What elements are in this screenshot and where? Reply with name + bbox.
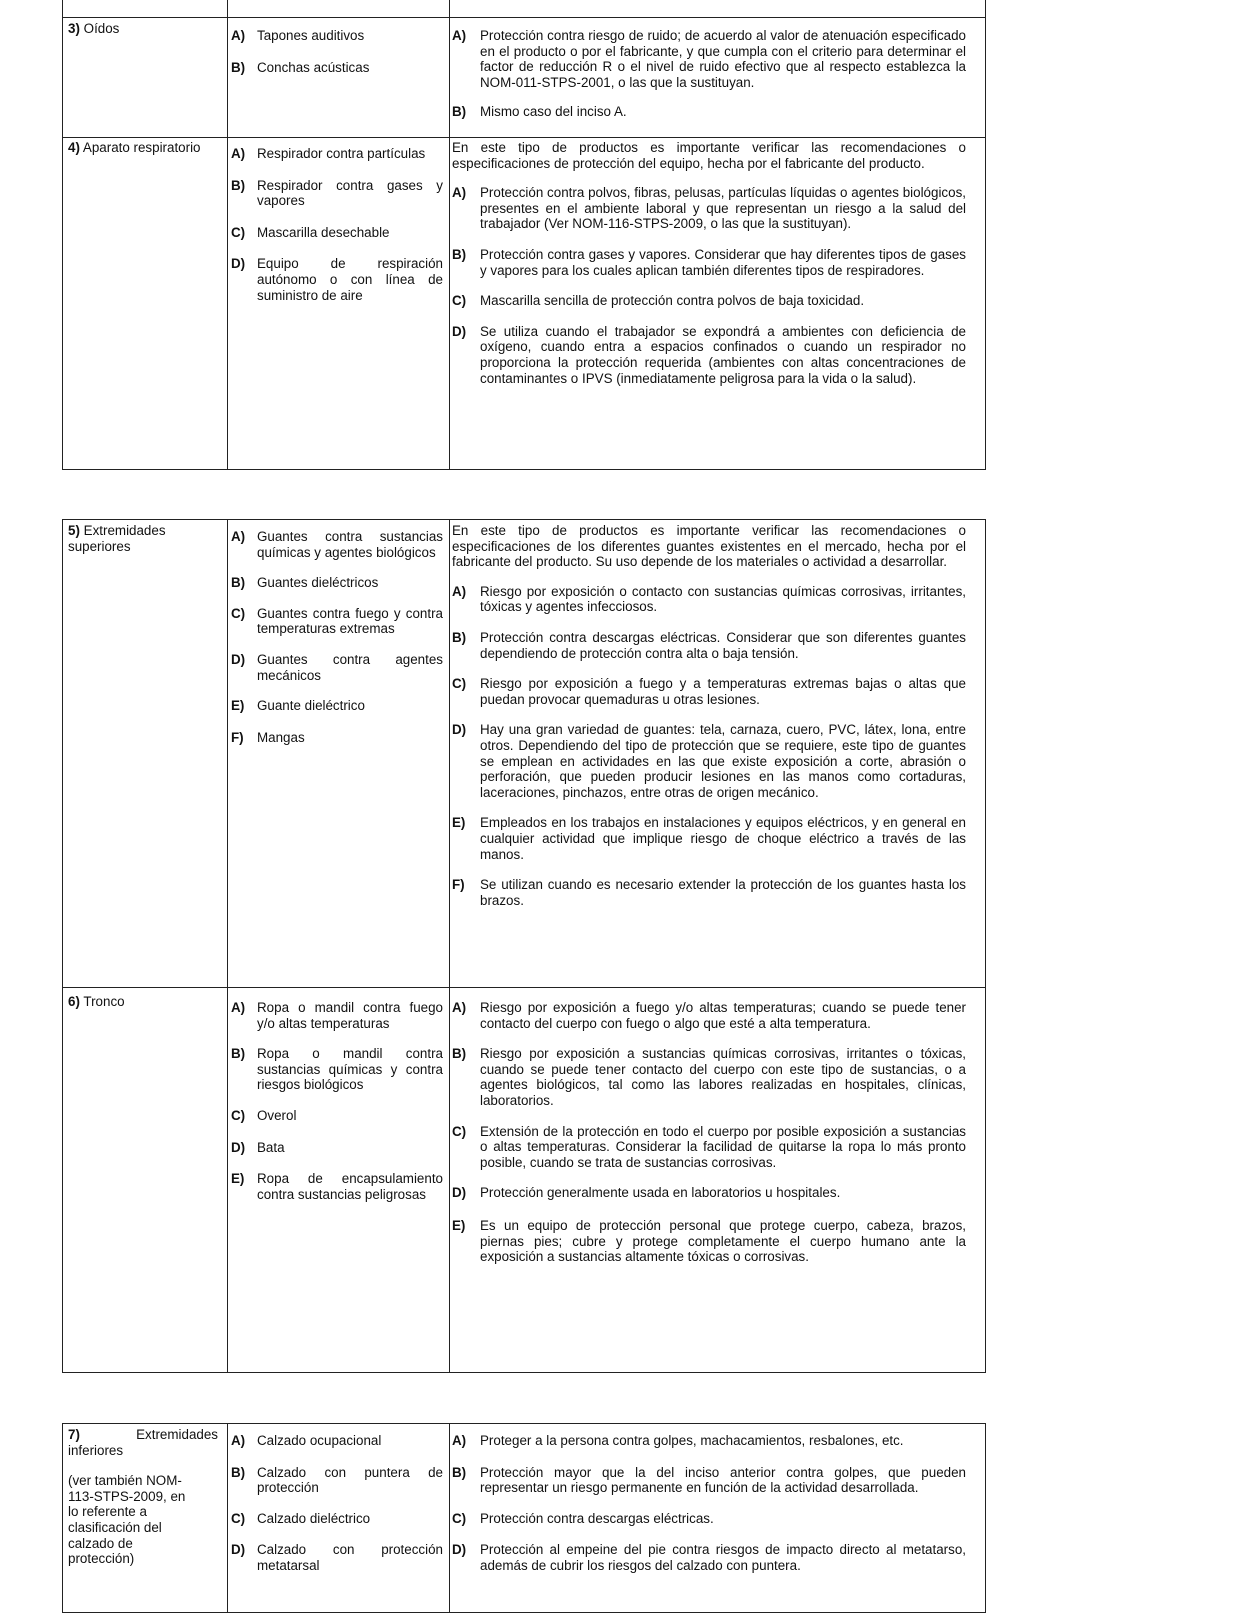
- item-letter: A): [452, 185, 467, 201]
- list-item: A) Protección contra polvos, fibras, pelusas, partículas líquidas o agentes biológicos, presentes en el ambiente laboral y que representan un riesgo a la salud del trabajador (Ver NOM-116-STPS-2009, o las que la sustituyan).: [452, 185, 966, 232]
- category-cell: 6) Tronco: [68, 994, 125, 1009]
- item-letter: D): [231, 651, 246, 667]
- list-item: D) Equipo de respiración autónomo o con línea de suministro de aire: [231, 256, 443, 303]
- item-letter: D): [452, 1185, 467, 1201]
- list-item: A) Respirador contra partículas: [231, 146, 426, 161]
- item-letter: A): [231, 28, 246, 43]
- list-item: A) Protección contra riesgo de ruido; de acuerdo al valor de atenuación especificado en el producto o por el fabricante, y que cumpla con el criterio para determinar el factor de reducción R o el nivel de ruido efectivo que al respecto establezca la NOM-011-STPS-2001, o las que la sustituyan.: [452, 28, 966, 90]
- item-letter: A): [452, 1000, 467, 1015]
- item-letter: E): [231, 698, 245, 714]
- item-letter: B): [452, 246, 467, 262]
- list-item: B) Mismo caso del inciso A.: [452, 104, 627, 120]
- list-item: B) Calzado con puntera de protección: [231, 1464, 443, 1496]
- item-letter: C): [231, 224, 246, 240]
- item-letter: A): [452, 1433, 467, 1448]
- list-item: A) Tapones auditivos: [231, 28, 365, 43]
- item-letter: A): [231, 1000, 246, 1015]
- item-letter: A): [452, 28, 467, 43]
- list-item: B) Guantes dieléctricos: [231, 575, 379, 591]
- list-item: D) Hay una gran variedad de guantes: tela, carnaza, cuero, PVC, látex, lona, entre otros. Dependiendo del tipo de protección que se requiere, este tipo de guantes se emplean en actividades en las que existe exposición a corte, abrasión o perforación, que pueden producir lesiones en las manos como cortaduras, laceraciones, pinchazos, entre otras de origen mecánico.: [452, 722, 966, 800]
- equipment-cell: [231, 1433, 443, 1574]
- list-item: D) Bata: [231, 1139, 285, 1155]
- list-item: B) Protección contra gases y vapores. Considerar que hay diferentes tipos de gases y vapores para los cuales aplican también diferentes tipos de respiradores.: [452, 246, 966, 278]
- item-letter: E): [452, 1217, 466, 1233]
- list-item: D) Calzado con protección metatarsal: [231, 1542, 443, 1573]
- item-letter: B): [452, 104, 467, 120]
- list-item: A) Ropa o mandil contra fuego y/o altas temperaturas: [231, 1000, 443, 1031]
- equipment-cell: [231, 529, 443, 745]
- item-letter: B): [452, 1046, 467, 1062]
- item-letter: B): [452, 1464, 467, 1480]
- intro-text: En este tipo de productos es importante verificar las recomendaciones o especificaciones de los diferentes guantes existentes en el mercado, hecha por el fabricante del producto. Su uso depende de los materiales o actividad a desarrollar.: [452, 523, 966, 570]
- list-item: B) Conchas acústicas: [231, 59, 370, 75]
- list-item: A) Riesgo por exposición a fuego y/o altas temperaturas; cuando se puede tener contacto del cuerpo con fuego o algo que esté a alta temperatura.: [452, 1000, 966, 1031]
- item-letter: D): [231, 1139, 246, 1155]
- description-cell: [452, 1000, 966, 1265]
- equipment-cell: [231, 1000, 443, 1202]
- item-letter: B): [231, 1046, 246, 1062]
- item-letter: A): [231, 1433, 246, 1448]
- list-item: B) Respirador contra gases y vapores: [231, 177, 443, 209]
- item-letter: D): [452, 722, 467, 738]
- list-item: D) Protección generalmente usada en laboratorios u hospitales.: [452, 1185, 841, 1201]
- description-cell: [452, 523, 966, 908]
- list-item: E) Empleados en los trabajos en instalaciones y equipos eléctricos, y en general en cualquier actividad que implique riesgo de choque eléctrico a través de las manos.: [452, 815, 966, 862]
- intro-text: En este tipo de productos es importante verificar las recomendaciones o especificaciones de protección del equipo, hecha por el fabricante del producto.: [452, 140, 966, 171]
- list-item: C) Protección contra descargas eléctricas.: [452, 1510, 714, 1526]
- item-letter: B): [231, 1464, 246, 1480]
- item-letter: C): [452, 1510, 467, 1526]
- list-item: B) Riesgo por exposición a sustancias químicas corrosivas, irritantes o tóxicas, cuando se puede tener contacto del cuerpo con este tipo de sustancias, o a agentes biológicos, tal como las labores realizadas en hospitales, clínicas, laboratorios.: [452, 1046, 966, 1108]
- list-item: B) Protección mayor que la del inciso anterior contra golpes, que pueden representar un riesgo permanente en función de la actividad desarrollada.: [452, 1464, 966, 1496]
- item-letter: E): [452, 815, 466, 831]
- list-item: F) Se utilizan cuando es necesario extender la protección de los guantes hasta los brazos.: [452, 877, 966, 908]
- item-letter: A): [231, 529, 246, 544]
- list-item: C) Guantes contra fuego y contra temperaturas extremas: [231, 605, 443, 637]
- ppe-table-3: [62, 1423, 986, 1613]
- list-item: E) Es un equipo de protección personal que protege cuerpo, cabeza, brazos, piernas pies; cubre y protege completamente el cuerpo humano ante la exposición a sustancias altamente tóxicas o corrosivas.: [452, 1217, 966, 1265]
- category-cell: 7) Extremidades inferiores (ver también NOM-113-STPS-2009, en lo referente a clasificación del calzado de protección): [68, 1427, 218, 1567]
- item-letter: E): [231, 1171, 245, 1187]
- category-cell: 3) Oídos: [68, 21, 120, 36]
- list-item: C) Overol: [231, 1107, 297, 1123]
- item-letter: C): [231, 605, 246, 621]
- item-letter: B): [231, 59, 246, 75]
- list-item: C) Riesgo por exposición a fuego y a temperaturas extremas bajas o altas que puedan provocar quemaduras u otras lesiones.: [452, 676, 966, 707]
- description-cell: [452, 1433, 966, 1574]
- item-letter: B): [231, 575, 246, 591]
- item-letter: C): [452, 293, 467, 309]
- item-letter: C): [231, 1510, 246, 1526]
- ppe-table-1: [62, 0, 986, 470]
- list-item: E) Ropa de encapsulamiento contra sustancias peligrosas: [231, 1171, 443, 1202]
- item-letter: F): [452, 877, 465, 893]
- ppe-table-2: [62, 519, 986, 1373]
- list-item: B) Ropa o mandil contra sustancias químicas y contra riesgos biológicos: [231, 1046, 443, 1093]
- list-item: B) Protección contra descargas eléctricas. Considerar que son diferentes guantes dependiendo de protección contra alta o baja tensión.: [452, 629, 966, 661]
- item-letter: B): [231, 177, 246, 193]
- list-item: D) Se utiliza cuando el trabajador se expondrá a ambientes con deficiencia de oxígeno, cuando entra a espacios confinados o cuando un respirador no proporciona la protección requerida (ambientes con altas concentraciones de contaminantes o IPVS (inmediatamente peligrosa para la vida o la salud).: [452, 323, 966, 386]
- item-letter: B): [452, 629, 467, 645]
- item-letter: D): [231, 256, 246, 272]
- equipment-cell: [231, 146, 443, 303]
- item-letter: D): [452, 1542, 467, 1558]
- item-letter: C): [452, 1123, 467, 1139]
- equipment-cell: [231, 28, 443, 75]
- list-item: C) Mascarilla desechable: [231, 224, 390, 240]
- category-cell: 4) Aparato respiratorio: [68, 140, 201, 155]
- item-letter: C): [231, 1107, 246, 1123]
- list-item: C) Extensión de la protección en todo el cuerpo por posible exposición a sustancias o altas temperaturas. Considerar la facilidad de quitarse la ropa lo más pronto posible, cuando se trata de sustancias corrosivas.: [452, 1123, 966, 1170]
- category-cell: 5) Extremidades superiores: [68, 523, 166, 554]
- description-cell: [452, 28, 966, 120]
- list-item: C) Mascarilla sencilla de protección contra polvos de baja toxicidad.: [452, 293, 865, 309]
- item-letter: A): [452, 583, 467, 599]
- list-item: E) Guante dieléctrico: [231, 698, 365, 714]
- item-letter: F): [231, 729, 244, 745]
- list-item: A) Calzado ocupacional: [231, 1433, 382, 1448]
- item-letter: D): [452, 323, 467, 339]
- list-item: D) Protección al empeine del pie contra riesgos de impacto directo al metatarso, además de cubrir los riesgos del calzado con puntera.: [452, 1542, 966, 1573]
- list-item: D) Guantes contra agentes mecánicos: [231, 651, 443, 683]
- list-item: F) Mangas: [231, 729, 305, 745]
- item-letter: A): [231, 146, 246, 161]
- item-letter: D): [231, 1542, 246, 1558]
- list-item: A) Proteger a la persona contra golpes, machacamientos, resbalones, etc.: [452, 1433, 904, 1448]
- item-letter: C): [452, 676, 467, 692]
- list-item: C) Calzado dieléctrico: [231, 1510, 371, 1526]
- list-item: A) Riesgo por exposición o contacto con sustancias químicas corrosivas, irritantes, tóxicas y agentes infecciosos.: [452, 583, 966, 615]
- list-item: A) Guantes contra sustancias químicas y agentes biológicos: [231, 529, 443, 560]
- description-cell: [452, 140, 966, 386]
